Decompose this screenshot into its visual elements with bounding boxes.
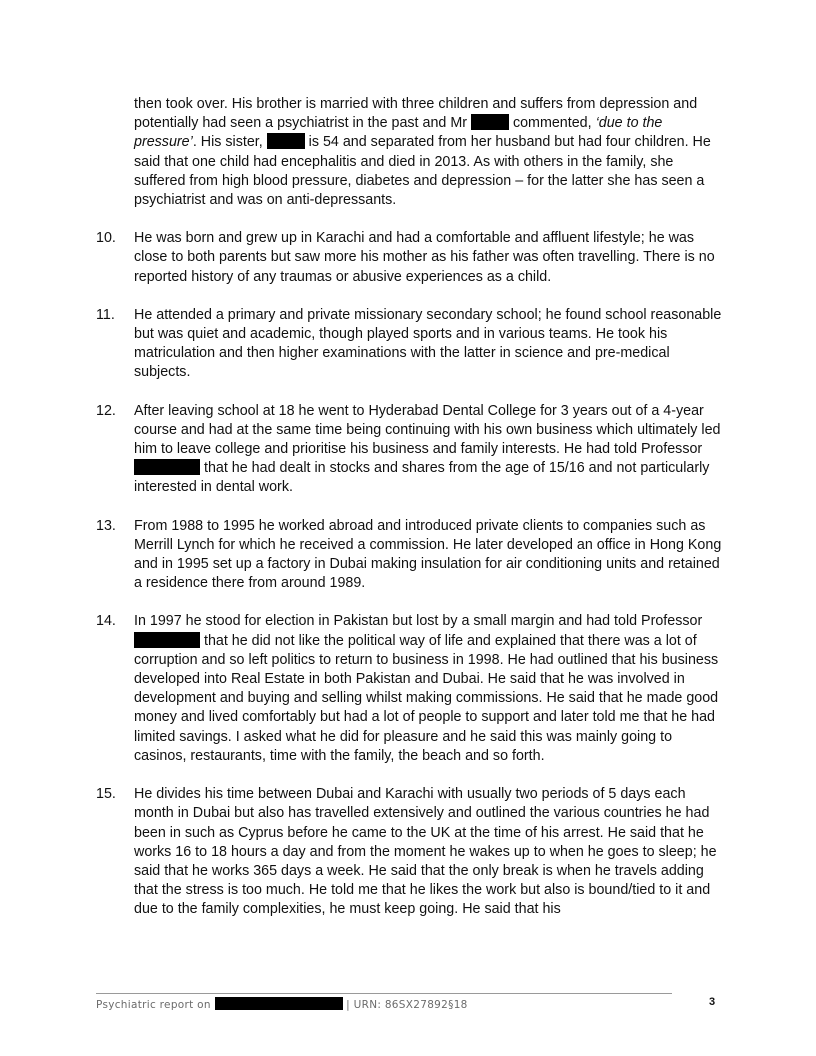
paragraph-text: After leaving school at 18 he went to Hyderabad Dental College for 3 years out of a 4-year course and had at the same time being continuing with his own business which ultimately led him to leave college and prioritise his business and family interests. He had told Professor bbox=[134, 402, 721, 458]
redaction-block bbox=[134, 632, 200, 648]
paragraph-14 bbox=[96, 612, 726, 766]
text-run: is 54 and separated from her husband but had four children. He said that one child had encephalitis and died in 2013. As with others in the family, she suffered from high blood pressure, diabetes and depression – for the latter she has seen a psychiatrist and was on anti-depressants. bbox=[134, 134, 711, 209]
paragraph-number: 11. bbox=[96, 306, 115, 323]
redaction-block bbox=[134, 459, 200, 475]
redaction-block bbox=[215, 997, 343, 1010]
paragraph-text: that he had dealt in stocks and shares from the age of 15/16 and not particularly interested in dental work. bbox=[134, 460, 710, 496]
paragraph-13 bbox=[96, 517, 726, 594]
text-run: . His sister, bbox=[192, 134, 267, 151]
footer-prefix: Psychiatric report on bbox=[96, 999, 215, 1011]
redaction-block bbox=[471, 114, 509, 130]
paragraph-15 bbox=[96, 785, 726, 919]
paragraph-number: 15. bbox=[96, 786, 116, 803]
page-number: 3 bbox=[709, 996, 716, 1008]
paragraph-number: 13. bbox=[96, 517, 116, 534]
paragraph-text: He attended a primary and private missionary secondary school; he found school reasonable but was quiet and academic, though played sports and in various teams. He took his matriculation and then higher examinations with the latter in science and pre-medical subjects. bbox=[134, 306, 722, 381]
paragraph-text: From 1988 to 1995 he worked abroad and introduced private clients to companies such as Merrill Lynch for which he received a commission. He later developed an office in Hong Kong and in 1995 set up a factory in Dubai making insulation for air conditioning units and retained a residence there from around 1989. bbox=[134, 517, 722, 592]
paragraph-number: 14. bbox=[96, 613, 116, 630]
quoted-text: ‘due to the pressure’ bbox=[134, 115, 663, 151]
paragraph-text: that he did not like the political way of life and explained that there was a lot of corruption and so left politics to return to business in 1998. He had outlined that his business developed into Real Estate in both Pakistan and Dubai. He said that he was involved in development and buying and selling whilst making commissions. He said that he made good money and lived comfortably but had a lot of people to support and later told me that he had limited savings. I asked what he did for pleasure and he said this was mainly going to casinos, restaurants, time with the family, the beach and so forth. bbox=[134, 632, 719, 764]
paragraph-11 bbox=[96, 306, 726, 383]
paragraph-text: He was born and grew up in Karachi and had a comfortable and affluent lifestyle; he was close to both parents but saw more his mother as his father was often travelling. There is no reported history of any traumas or abusive experiences as a child. bbox=[134, 230, 715, 285]
page-footer bbox=[96, 993, 672, 1011]
paragraph-10 bbox=[96, 229, 726, 287]
paragraph-text: In 1997 he stood for election in Pakistan but lost by a small margin and had told Professor bbox=[134, 613, 703, 630]
redaction-block bbox=[267, 133, 305, 149]
text-run: then took over. His brother is married with three children and suffers from depression and potentially had seen a psychiatrist in the past and Mr bbox=[134, 96, 698, 132]
text-run: commented, bbox=[508, 115, 596, 132]
paragraph-9-continued bbox=[96, 95, 726, 210]
document-body bbox=[96, 95, 726, 939]
paragraph-number: 10. bbox=[96, 230, 116, 247]
footer-urn: | URN: 86SX27892§18 bbox=[342, 999, 468, 1011]
paragraph-number: 12. bbox=[96, 402, 116, 419]
paragraph-text: He divides his time between Dubai and Karachi with usually two periods of 5 days each month in Dubai but also has travelled extensively and outlined the various countries he had been in such as Cyprus before he came to the UK at the time of his arrest. He said that he works 16 to 18 hours a day and from the moment he wakes up to when he goes to sleep; he said that he works 365 days a week. He said that the only break is when he travels adding that the stress is too much. He told me that he likes the work but also is bound/tied to it and due to the family complexities, he must keep going. He said that his bbox=[134, 786, 717, 918]
paragraph-12 bbox=[96, 402, 726, 498]
